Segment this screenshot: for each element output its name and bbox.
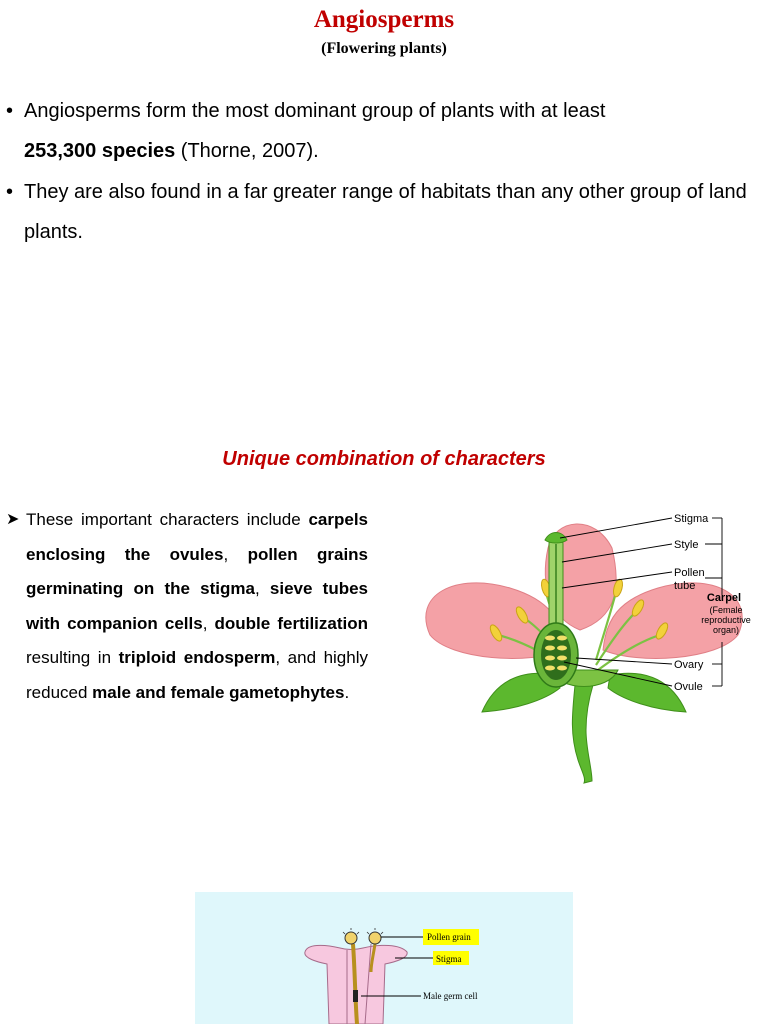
label-carpel-note2: reproductive: [701, 615, 751, 625]
char-text: .: [344, 682, 350, 702]
label-pollen-grain: Pollen grain: [427, 932, 471, 942]
label-panel-stigma: Stigma: [436, 954, 462, 964]
char-text: ,: [223, 544, 248, 564]
pollen-grain-1: [345, 932, 357, 944]
label-ovary: Ovary: [674, 659, 704, 671]
char-gametophytes: male and female gametophytes: [92, 682, 345, 702]
label-carpel-note1: (Female: [709, 605, 743, 615]
char-sieve-tubes: sieve tubes with companion cells: [26, 579, 368, 633]
bullet-dot: •: [6, 181, 14, 203]
species-count: 253,300 species: [24, 140, 176, 162]
citation: (Thorne, 2007).: [175, 140, 319, 162]
char-endosperm: triploid endosperm: [118, 648, 276, 667]
label-tube: tube: [674, 580, 696, 592]
bullet-habitats: [6, 172, 764, 252]
stem: [572, 685, 593, 783]
char-text: ,: [202, 613, 215, 633]
label-carpel-note3: organ): [712, 625, 740, 635]
arrow-bullet-icon: ➤: [6, 511, 20, 528]
char-double-fertilization: double fertilization: [214, 613, 369, 633]
pollen-tube-diagram-panel: [195, 892, 573, 1024]
bullet-species-text: Angiosperms form the most dominant group of plants with at least: [24, 100, 606, 122]
flower-diagram: [400, 500, 768, 790]
label-male-germ-cell: Male germ cell: [423, 991, 478, 1001]
bullet-dot: •: [6, 100, 14, 122]
label-ovule: Ovule: [674, 681, 703, 693]
char-carpels: carpels enclosing the ovules: [26, 510, 368, 564]
label-stigma: Stigma: [674, 513, 709, 525]
char-text: ,: [254, 579, 270, 598]
section-heading: Unique combination of characters: [222, 448, 546, 470]
label-style: Style: [674, 539, 699, 551]
characters-paragraph: [6, 503, 368, 710]
char-text: resulting in: [26, 648, 119, 667]
label-pollen: Pollen: [674, 567, 705, 579]
bullet-species: [6, 91, 764, 171]
char-text: These important characters include: [26, 510, 309, 529]
bullet-habitats-text: They are also found in a far greater range of habitats than any other group of land plants.: [24, 181, 747, 243]
label-carpel: Carpel: [706, 592, 742, 604]
char-pollen: pollen grains germinating on the stigma: [26, 544, 369, 598]
pollen-grain-2: [369, 932, 381, 944]
page-subtitle: (Flowering plants): [321, 40, 447, 57]
page-title: Angiosperms: [313, 6, 455, 33]
pollen-tube-diagram: [195, 892, 573, 1024]
char-text: , and highly reduced: [26, 648, 368, 702]
